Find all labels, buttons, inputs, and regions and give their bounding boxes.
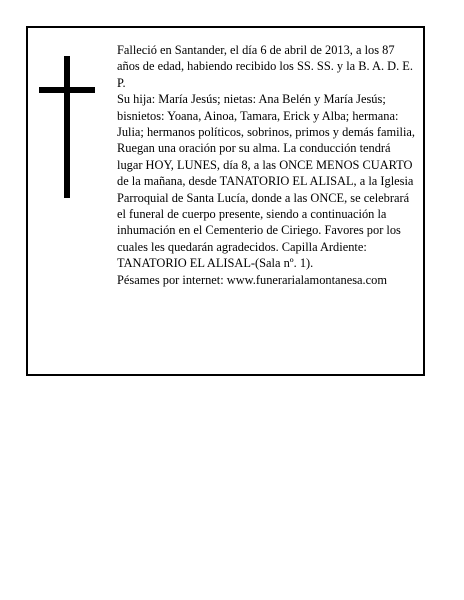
cross-icon [39,56,95,198]
obituary-notice [26,26,425,376]
condolences-website: Pésames por internet: www.funerarialamontanesa.com [117,272,387,287]
funeral-details: Ruegan una oración por su alma. La conducción tendrá lugar HOY, LUNES, día 8, a las ONCE MENOS CUARTO de la mañana, desde TANATORIO EL ALISAL, a la Iglesia Parroquial de Santa Lucía, donde a las ONCE, se celebrará el funeral de cuerpo presente, siendo a continuación la inhumación en el Cementerio de Ciriego. Favores por los cuales les quedarán agradecidos. Capilla Ardiente: TANATORIO EL ALISAL-(Sala nº. 1). [117,141,414,271]
cross-vertical-bar [64,56,70,198]
notice-body [117,42,419,288]
cross-horizontal-bar [39,87,95,93]
family-list: Su hija: María Jesús; nietas: Ana Belén y María Jesús; bisnietos: Yoana, Ainoa, Tamara, Erick y Alba; hermana: Julia; hermanos políticos, sobrinos, primos y demás familia, [117,92,416,140]
death-announcement: Falleció en Santander, el día 6 de abril de 2013, a los 87 años de edad, habiendo recibido los SS. SS. y la B. A. D. E. P. [117,43,413,90]
